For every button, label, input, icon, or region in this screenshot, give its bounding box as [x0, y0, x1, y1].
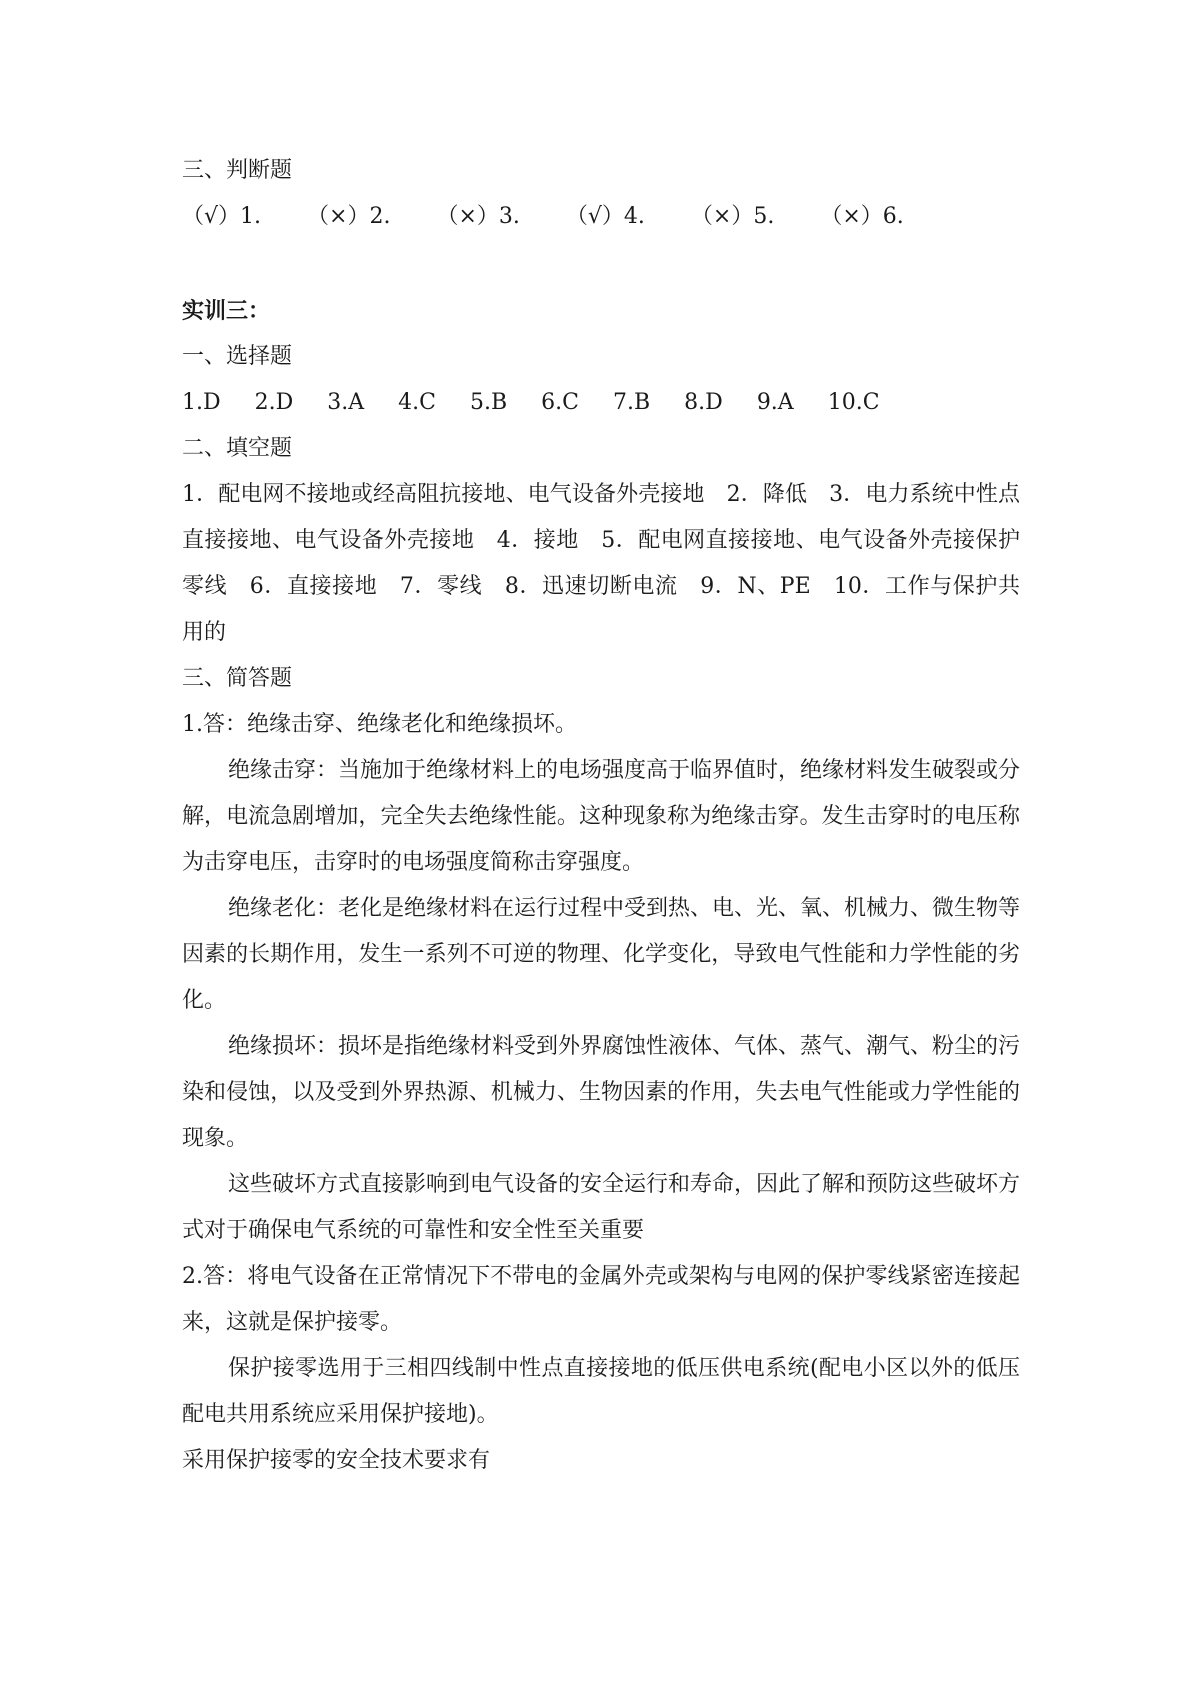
- choice-answer-2: 2.D: [254, 390, 294, 415]
- judge-heading: 三、判断题: [182, 158, 293, 183]
- q1-damage-paragraph: 绝缘损坏：损坏是指绝缘材料受到外界腐蚀性液体、气体、蒸气、潮气、粉尘的污染和侵蚀，以及受到外界热源、机械力、生物因素的作用，失去电气性能或力学性能的现象。: [182, 1034, 1021, 1151]
- choice-answers: [182, 380, 1020, 426]
- q1-answer: 1.答：绝缘击穿、绝缘老化和绝缘损坏。: [182, 712, 577, 737]
- choice-answer-3: 3.A: [327, 390, 365, 415]
- choice-answer-5: 5.B: [470, 390, 508, 415]
- choice-answer-10: 10.C: [827, 390, 880, 415]
- q2-answer: 2.答：将电气设备在正常情况下不带电的金属外壳或架构与电网的保护零线紧密连接起来，这就是保护接零。: [182, 1264, 1020, 1335]
- choice-heading: 一、选择题: [182, 344, 293, 369]
- choice-answer-7: 7.B: [613, 390, 651, 415]
- choice-answer-9: 9.A: [756, 390, 794, 415]
- q1-breakdown-paragraph: 绝缘击穿：当施加于绝缘材料上的电场强度高于临界值时，绝缘材料发生破裂或分解，电流急剧增加，完全失去绝缘性能。这种现象称为绝缘击穿。发生击穿时的电压称为击穿电压，击穿时的电场强度简称击穿强度。: [182, 758, 1021, 875]
- section-spacer: [182, 240, 1020, 288]
- q2-requirements-lead: 采用保护接零的安全技术要求有: [182, 1448, 491, 1473]
- choice-answer-1: 1.D: [182, 390, 221, 415]
- q1-summary-paragraph: 这些破坏方式直接影响到电气设备的安全运行和寿命，因此了解和预防这些破坏方式对于确保电气系统的可靠性和安全性至关重要: [182, 1172, 1021, 1243]
- choice-answer-4: 4.C: [398, 390, 436, 415]
- fill-answers: 1．配电网不接地或经高阻抗接地、电气设备外壳接地 2．降低 3．电力系统中性点直接接地、电气设备外壳接地 4．接地 5．配电网直接接地、电气设备外壳接保护零线 6．直接接地 7．零线 8．迅速切断电流 9．N、PE 10．工作与保护共用的: [182, 482, 1020, 645]
- fill-heading: 二、填空题: [182, 436, 293, 461]
- judge-answer-2: （×）2.: [307, 204, 391, 229]
- choice-answer-8: 8.D: [684, 390, 723, 415]
- judge-answer-3: （×）3.: [436, 204, 520, 229]
- judge-answer-1: （√）1.: [182, 204, 262, 229]
- choice-answer-6: 6.C: [541, 390, 579, 415]
- document-body: [182, 148, 1020, 1484]
- judge-answers: [182, 194, 1020, 240]
- q2-scope-paragraph: 保护接零选用于三相四线制中性点直接接地的低压供电系统(配电小区以外的低压配电共用系统应采用保护接地)。: [182, 1356, 1020, 1427]
- q1-aging-paragraph: 绝缘老化：老化是绝缘材料在运行过程中受到热、电、光、氧、机械力、微生物等因素的长期作用，发生一系列不可逆的物理、化学变化，导致电气性能和力学性能的劣化。: [182, 896, 1021, 1013]
- judge-answer-5: （×）5.: [690, 204, 775, 229]
- short-heading: 三、简答题: [182, 666, 293, 691]
- judge-answer-6: （×）6.: [820, 204, 904, 229]
- judge-answer-4: （√）4.: [565, 204, 645, 229]
- training-title: 实训三：: [182, 298, 271, 324]
